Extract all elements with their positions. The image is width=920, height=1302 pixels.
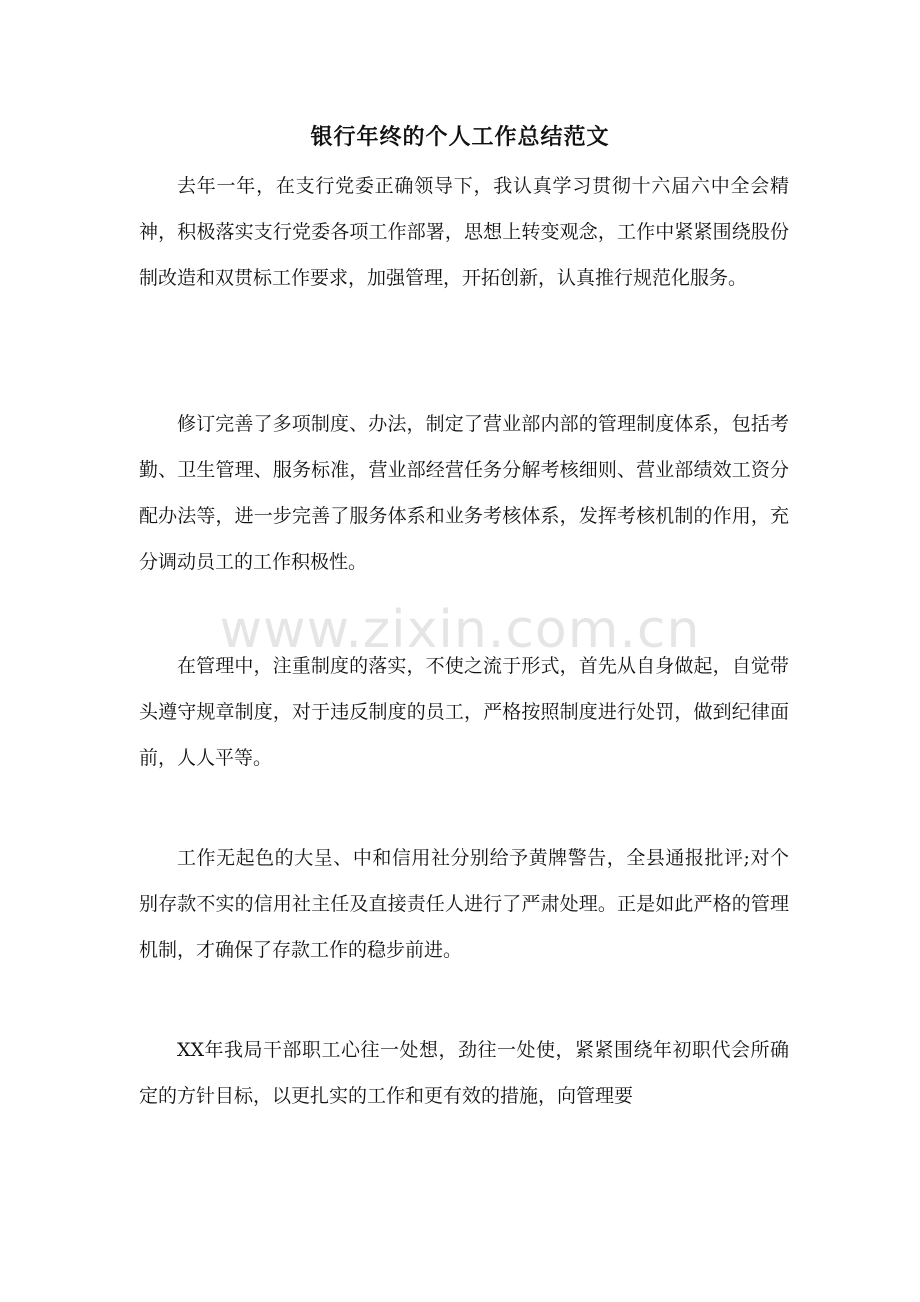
paragraph-4: 工作无起色的大呈、中和信用社分别给予黄牌警告，全县通报批评;对个别存款不实的信用社主任及直接责任人进行了严肃处理。正是如此严格的管理机制，才确保了存款工作的稳步前进。 — [139, 847, 789, 961]
paragraph-3: 在管理中，注重制度的落实，不使之流于形式，首先从自身做起，自觉带头遵守规章制度，对于违反制度的员工，严格按照制度进行处罚，做到纪律面前，人人平等。 — [139, 655, 789, 769]
paragraph-2: 修订完善了多项制度、办法，制定了营业部内部的管理制度体系，包括考勤、卫生管理、服务标准，营业部经营任务分解考核细则、营业部绩效工资分配办法等，进一步完善了服务体系和业务考核体系，发挥考核机制的作用，充分调动员工的工作积极性。 — [139, 413, 789, 573]
paragraph-1: 去年一年，在支行党委正确领导下，我认真学习贯彻十六届六中全会精神，积极落实支行党委各项工作部署，思想上转变观念，工作中紧紧围绕股份制改造和双贯标工作要求，加强管理，开拓创新，认真推行规范化服务。 — [139, 175, 789, 289]
watermark: www.zixin.com.cn — [219, 600, 701, 660]
paragraph-5: XX年我局干部职工心往一处想，劲往一处使，紧紧围绕年初职代会所确定的方针目标，以更扎实的工作和更有效的措施，向管理要 — [139, 1039, 789, 1107]
document-title: 银行年终的个人工作总结范文 — [310, 124, 610, 150]
